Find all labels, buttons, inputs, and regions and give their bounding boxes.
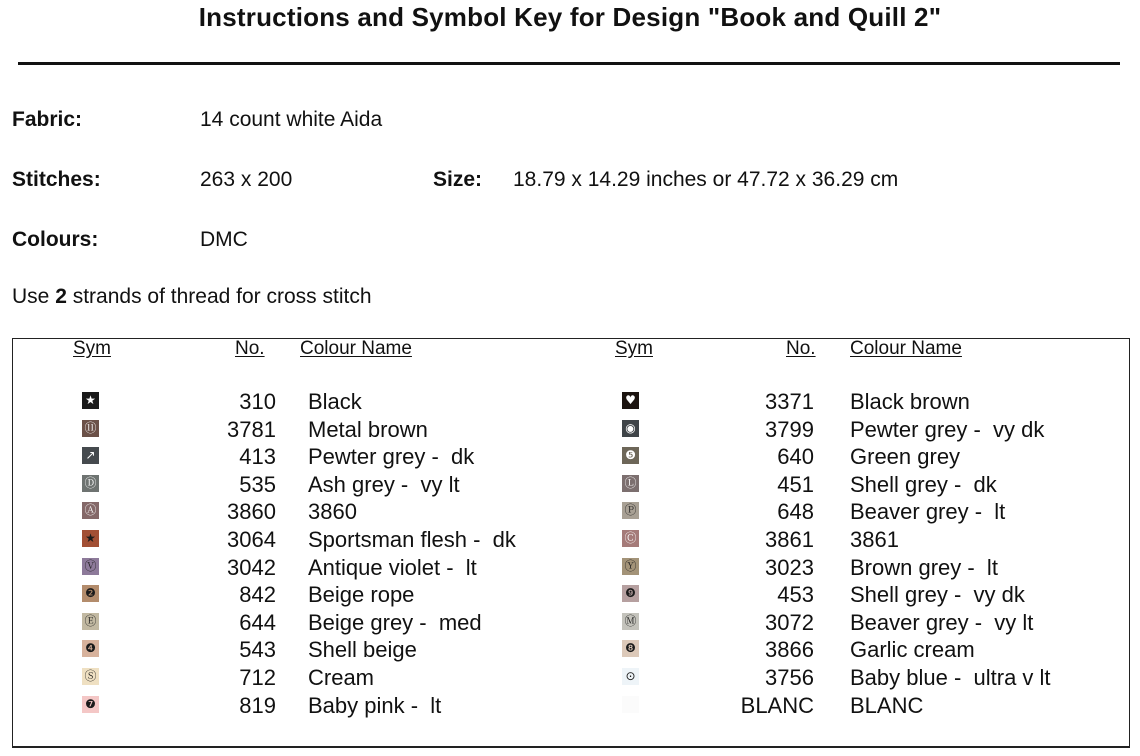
strands-note	[12, 285, 372, 309]
colour-name: Black	[308, 389, 362, 414]
colour-number: 451	[777, 471, 814, 497]
symbol-swatch-icon: Ⓟ	[622, 502, 639, 519]
colour-name: Beaver grey - vy lt	[850, 609, 1034, 635]
colour-name: Beige rope	[308, 582, 415, 608]
symbol-swatch-icon: Ⓒ	[622, 530, 639, 547]
colour-name: Black brown	[850, 389, 970, 414]
colour-number: 310	[239, 389, 276, 414]
symbol-swatch-icon: Ⓔ	[82, 613, 99, 630]
header-sym-right: Sym	[615, 338, 653, 359]
symbol-swatch-icon: ❹	[82, 640, 99, 657]
colour-name: Beige grey - med	[308, 609, 482, 635]
symbol-swatch-icon: Ⓓ	[82, 475, 99, 492]
colour-name: Baby blue - ultra v lt	[850, 664, 1051, 690]
colour-name: Green grey	[850, 444, 961, 470]
colour-number: 3781	[227, 416, 276, 442]
symbol-swatch-icon: ◉	[622, 420, 639, 437]
symbol-row	[0, 388, 1130, 416]
symbol-swatch-icon	[622, 696, 639, 713]
symbol-swatch-icon: ⊙	[622, 668, 639, 685]
symbol-swatch-icon: ♥	[622, 392, 639, 409]
symbol-swatch-icon: Ⓢ	[82, 668, 99, 685]
colour-number: 535	[239, 471, 276, 497]
colour-number: 712	[239, 664, 276, 690]
symbol-swatch-icon: ★	[82, 392, 99, 409]
colour-number: 644	[239, 609, 276, 635]
symbol-row	[0, 692, 1130, 720]
colour-number: 819	[239, 692, 276, 718]
symbol-swatch-icon: ❺	[622, 447, 639, 464]
colour-number: 3023	[765, 554, 814, 580]
colours-value: DMC	[200, 228, 248, 251]
colour-name: 3861	[850, 526, 899, 552]
symbol-row	[0, 526, 1130, 554]
header-name-right: Colour Name	[850, 338, 962, 359]
symbol-row	[0, 636, 1130, 664]
size-value: 18.79 x 14.29 inches or 47.72 x 36.29 cm	[513, 168, 899, 191]
strands-note-prefix: Use	[12, 285, 56, 308]
symbol-list-right	[0, 388, 1130, 719]
symbol-swatch-icon: Ⓛ	[622, 475, 639, 492]
colour-number: 3861	[765, 526, 814, 552]
colour-name: BLANC	[850, 692, 924, 718]
symbol-swatch-icon: Ⓜ	[622, 613, 639, 630]
colour-number: 543	[239, 637, 276, 663]
colour-name: Pewter grey - dk	[308, 444, 475, 470]
colour-name: Shell grey - dk	[850, 471, 997, 497]
symbol-swatch-icon: ⑪	[82, 420, 99, 437]
fabric-value: 14 count white Aida	[200, 108, 383, 131]
colour-number: 3042	[227, 554, 276, 580]
symbol-row	[0, 581, 1130, 609]
colour-name: Beaver grey - lt	[850, 499, 1006, 525]
symbol-swatch-icon: ❽	[622, 640, 639, 657]
colour-name: 3860	[308, 499, 357, 525]
symbol-row	[0, 471, 1130, 499]
colour-name: Garlic cream	[850, 637, 975, 663]
colour-number: 3072	[765, 609, 814, 635]
colour-number: 3799	[765, 416, 814, 442]
colour-name: Pewter grey - vy dk	[850, 416, 1045, 442]
header-no-left: No.	[235, 338, 265, 359]
colours-label: Colours:	[12, 228, 99, 251]
header-name-left: Colour Name	[300, 338, 412, 359]
stitches-value: 263 x 200	[200, 168, 293, 191]
symbol-row	[0, 443, 1130, 471]
colour-name: Shell grey - vy dk	[850, 582, 1025, 608]
symbol-swatch-icon: Ⓐ	[82, 502, 99, 519]
symbol-swatch-icon: ★	[82, 530, 99, 547]
symbol-row	[0, 609, 1130, 637]
colour-name: Brown grey - lt	[850, 554, 998, 580]
header-no-right: No.	[786, 338, 816, 359]
strands-count: 2	[55, 285, 67, 308]
symbol-swatch-icon: Ⓨ	[622, 558, 639, 575]
symbol-row	[0, 554, 1130, 582]
colour-name: Shell beige	[308, 637, 417, 663]
symbol-row	[0, 498, 1130, 526]
colour-name: Baby pink - lt	[308, 692, 442, 718]
size-label: Size:	[433, 168, 483, 191]
symbol-row	[0, 664, 1130, 692]
colour-number: 453	[777, 582, 814, 608]
colour-number: 3860	[227, 499, 276, 525]
colour-name: Antique violet - lt	[308, 554, 477, 580]
colour-name: Sportsman flesh - dk	[308, 526, 516, 552]
symbol-swatch-icon: ❾	[622, 585, 639, 602]
symbol-swatch-icon: Ⓥ	[82, 558, 99, 575]
colour-number: BLANC	[740, 692, 814, 718]
symbol-row	[0, 416, 1130, 444]
colour-name: Cream	[308, 664, 375, 690]
colour-number: 3866	[765, 637, 814, 663]
colour-number: 640	[777, 444, 814, 470]
colour-name: Ash grey - vy lt	[308, 471, 460, 497]
title-divider	[18, 62, 1120, 65]
colour-number: 3371	[765, 389, 814, 414]
fabric-label: Fabric:	[12, 108, 83, 131]
colour-number: 648	[777, 499, 814, 525]
symbol-swatch-icon: ❼	[82, 696, 99, 713]
page-title: Instructions and Symbol Key for Design "Book and Quill 2"	[198, 2, 942, 32]
colour-number: 3756	[765, 664, 814, 690]
symbol-swatch-icon: ↗	[82, 447, 99, 464]
colour-name: Metal brown	[308, 416, 428, 442]
strands-note-suffix: strands of thread for cross stitch	[66, 285, 372, 308]
header-sym-left: Sym	[73, 338, 111, 359]
colour-number: 842	[239, 582, 276, 608]
colour-number: 3064	[227, 526, 276, 552]
stitches-label: Stitches:	[12, 168, 101, 191]
symbol-swatch-icon: ❷	[82, 585, 99, 602]
colour-number: 413	[239, 444, 276, 470]
